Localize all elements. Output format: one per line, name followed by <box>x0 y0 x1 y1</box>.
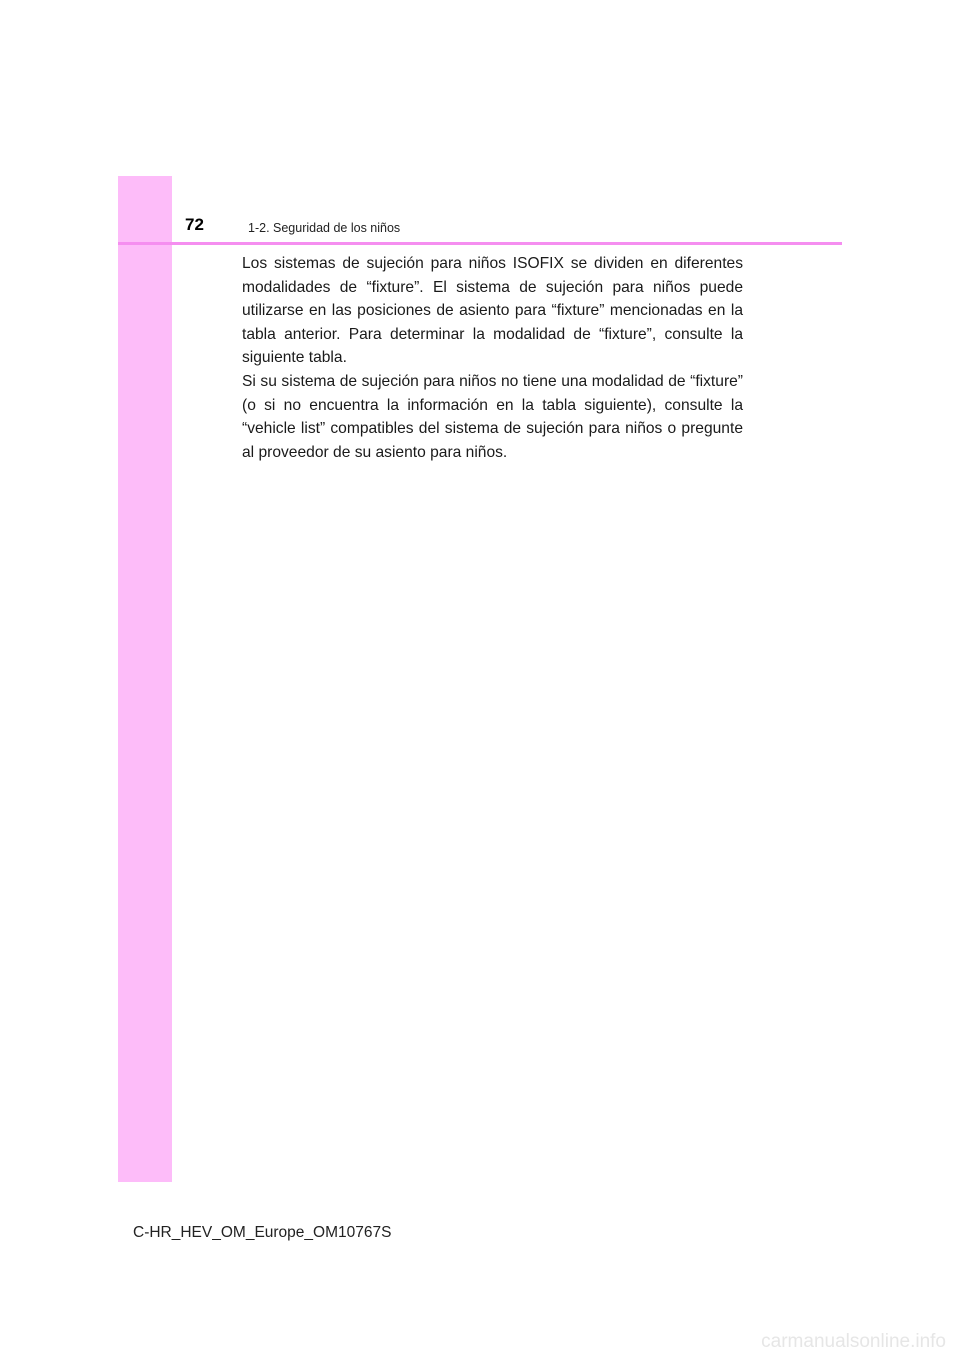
section-title: 1-2. Seguridad de los niños <box>248 221 401 235</box>
document-code: C-HR_HEV_OM_Europe_OM10767S <box>133 1224 392 1241</box>
watermark: carmanualsonline.info <box>761 1331 946 1352</box>
body-text <box>242 252 743 464</box>
header-rule <box>118 242 842 245</box>
page-number: 72 <box>185 215 204 234</box>
paragraph-fixture-intro: Los sistemas de sujeción para niños ISOFIX se dividen en diferentes modalidades de “fixture”. El sistema de sujeción para niños puede utilizarse en las posiciones de asiento para “fixture” mencionadas en la tabla anterior. Para determinar la modalidad de “fixture”, consulte la siguiente tabla. <box>242 255 743 367</box>
section-side-band <box>118 176 172 1182</box>
paragraph-fixture-missing: Si su sistema de sujeción para niños no tiene una modalidad de “fixture” (o si no encuentra la información en la tabla siguiente), consulte la “vehicle list” compatibles del sistema de sujeción para niños o pregunte al proveedor de su asiento para niños. <box>242 372 743 461</box>
